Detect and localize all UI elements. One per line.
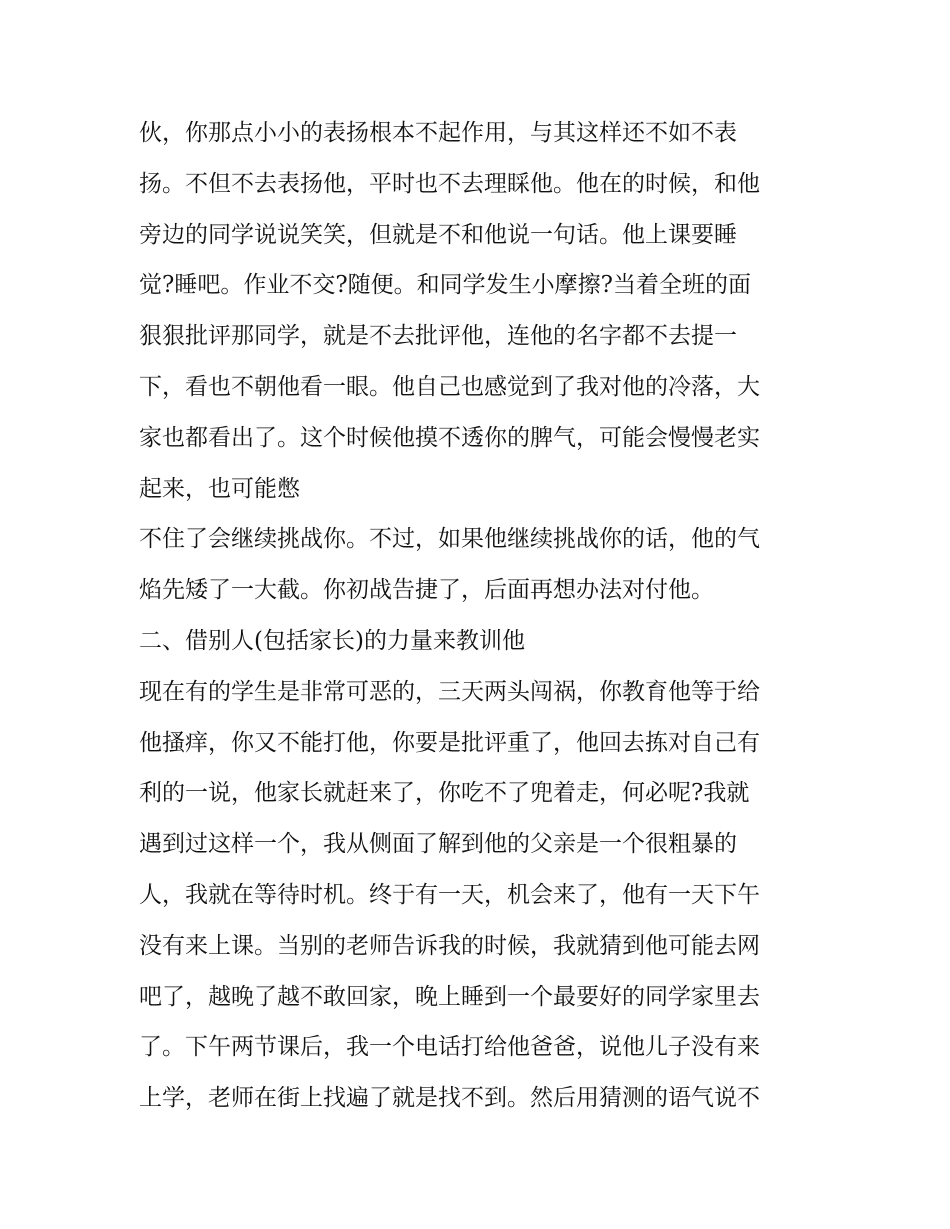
body-text bbox=[139, 108, 819, 1124]
text-line: 伙，你那点小小的表扬根本不起作用，与其这样还不如不表 bbox=[139, 120, 737, 146]
text-line: 家也都看出了。这个时候他摸不透你的脾气，可能会慢慢老实 bbox=[139, 424, 760, 451]
text-line: 现在有的学生是非常可恶的，三天两头闯祸，你教育他等于给 bbox=[139, 678, 760, 705]
text-line: 旁边的同学说说笑笑，但就是不和他说一句话。他上课要睡 bbox=[139, 221, 737, 248]
text-line: 焰先矮了一大截。你初战告捷了，后面再想办法对付他。 bbox=[139, 577, 714, 604]
text-line: 觉?睡吧。作业不交?随便。和同学发生小摩擦?当着全班的面 bbox=[139, 272, 751, 299]
text-line: 遇到过这样一个，我从侧面了解到他的父亲是一个很粗暴的 bbox=[139, 831, 737, 858]
section-heading: 二、借别人(包括家长)的力量来教训他 bbox=[139, 627, 525, 654]
text-line: 他搔痒，你又不能打他，你要是批评重了，他回去拣对自己有 bbox=[139, 729, 760, 756]
text-line: 下，看也不朝他看一眼。他自己也感觉到了我对他的冷落，大 bbox=[139, 373, 760, 400]
text-line: 了。下午两节课后，我一个电话打给他爸爸，说他儿子没有来 bbox=[139, 1034, 760, 1061]
text-line: 起来，也可能憋 bbox=[139, 475, 300, 502]
text-line: 狠狠批评那同学，就是不去批评他，连他的名字都不去提一 bbox=[139, 323, 737, 350]
text-line: 人，我就在等待时机。终于有一天，机会来了，他有一天下午 bbox=[139, 881, 760, 908]
text-line: 利的一说，他家长就赶来了，你吃不了兜着走，何必呢?我就 bbox=[139, 780, 750, 807]
text-line: 扬。不但不去表扬他，平时也不去理睬他。他在的时候，和他 bbox=[139, 170, 760, 197]
text-line: 不住了会继续挑战你。不过，如果他继续挑战你的话，他的气 bbox=[139, 526, 760, 553]
text-line: 上学，老师在街上找遍了就是找不到。然后用猜测的语气说不 bbox=[139, 1085, 760, 1112]
text-line: 吧了，越晚了越不敢回家，晚上睡到一个最要好的同学家里去 bbox=[139, 983, 760, 1010]
text-line: 没有来上课。当别的老师告诉我的时候，我就猜到他可能去网 bbox=[139, 932, 760, 959]
